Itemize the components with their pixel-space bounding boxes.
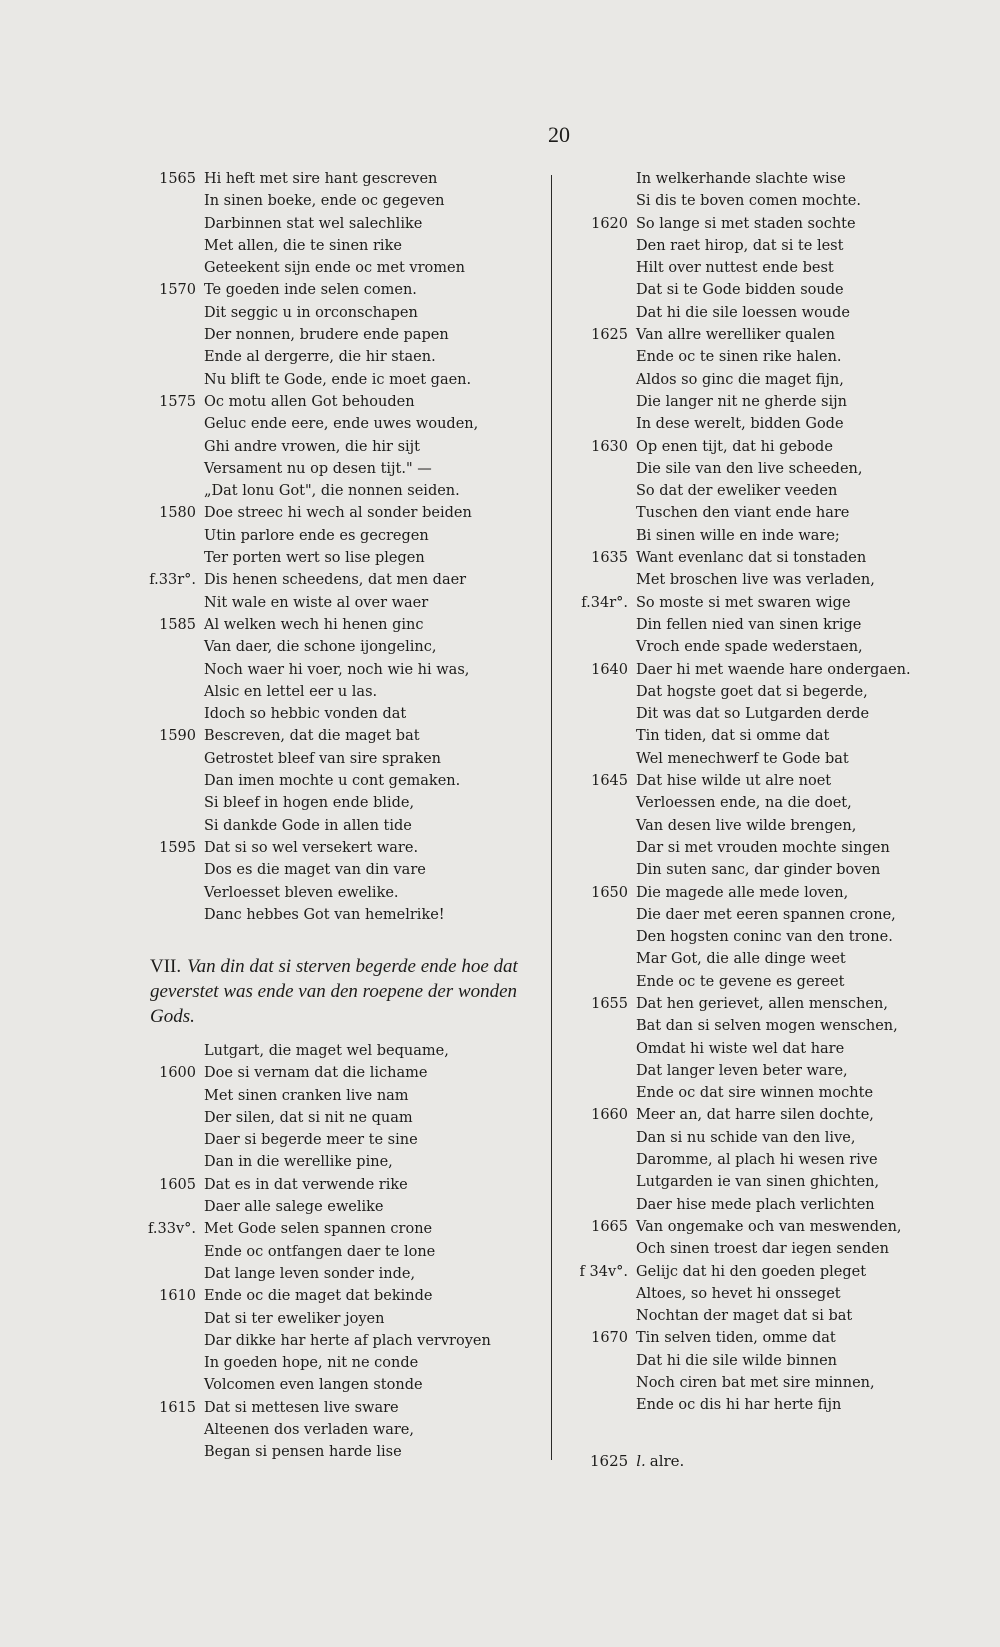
verse-line xyxy=(560,1104,960,1126)
verse-text: Dis henen scheedens, dat men daer xyxy=(204,572,467,589)
line-number: 1570 xyxy=(159,282,196,299)
verse-line xyxy=(140,837,540,859)
verse-line xyxy=(560,636,960,658)
page-number: 20 xyxy=(548,122,570,147)
verse-line xyxy=(560,346,960,368)
verse-text: Mar Got, die alle dinge weet xyxy=(636,951,846,968)
verse-line xyxy=(140,547,540,569)
verse-text: Lutgarden ie van sinen ghichten, xyxy=(636,1174,880,1191)
verse-text: Och sinen troest dar iegen senden xyxy=(636,1241,889,1258)
line-number: 1610 xyxy=(159,1288,196,1305)
chapter-title: Van din dat si sterven begerde ende hoe dat geverstet was ende van den roepene der wonden Gods. xyxy=(150,956,518,1027)
verse-line xyxy=(560,770,960,792)
verse-line xyxy=(560,480,960,502)
verse-line xyxy=(560,703,960,725)
line-number: 1590 xyxy=(159,728,196,745)
verse-text: Verloessen ende, na die doet, xyxy=(636,795,852,812)
verse-text: Tuschen den viant ende hare xyxy=(636,505,850,522)
verse-text: Began si pensen harde lise xyxy=(204,1444,402,1461)
line-number: 1625 xyxy=(591,327,628,344)
verse-text: Dan imen mochte u cont gemaken. xyxy=(204,773,461,790)
verse-text: So moste si met swaren wige xyxy=(636,594,851,611)
verse-line xyxy=(560,413,960,435)
verse-text: In sinen boeke, ende oc gegeven xyxy=(204,193,445,210)
verse-line xyxy=(140,458,540,480)
verse-line xyxy=(140,725,540,747)
verse-text: „Dat lonu Got", die nonnen seiden. xyxy=(204,483,460,500)
verse-text: Doe streec hi wech al sonder beiden xyxy=(204,505,472,522)
verse-line xyxy=(140,1397,540,1419)
verse-line xyxy=(560,1194,960,1216)
verse-line xyxy=(560,190,960,212)
verse-text: Ende oc te sinen rike halen. xyxy=(636,349,842,366)
verse-text: Idoch so hebbic vonden dat xyxy=(204,706,407,723)
verse-line xyxy=(140,257,540,279)
verse-text: Ende oc dis hi har herte fijn xyxy=(636,1397,842,1414)
verse-line xyxy=(140,1352,540,1374)
verse-line xyxy=(560,1038,960,1060)
verse-line xyxy=(140,1196,540,1218)
column-divider xyxy=(551,175,552,1460)
verse-text: Dat hi die sile loessen woude xyxy=(636,304,851,321)
verse-text: Met broschen live was verladen, xyxy=(636,572,875,589)
verse-line xyxy=(140,1151,540,1173)
line-number: 1600 xyxy=(159,1065,196,1082)
verse-line xyxy=(140,480,540,502)
verse-text: Daer si begerde meer te sine xyxy=(204,1132,418,1149)
verse-text: Ghi andre vrowen, die hir sijt xyxy=(204,438,420,455)
verse-line xyxy=(560,1127,960,1149)
verse-line xyxy=(560,213,960,235)
verse-text: Dat si ter eweliker joyen xyxy=(204,1310,385,1327)
verse-text: Op enen tijt, dat hi gebode xyxy=(636,438,833,455)
verse-text: Dit seggic u in orconschapen xyxy=(204,304,418,321)
verse-line xyxy=(560,302,960,324)
verse-line xyxy=(560,681,960,703)
verse-line xyxy=(140,525,540,547)
verse-line xyxy=(140,859,540,881)
line-number: 1670 xyxy=(591,1330,628,1347)
verse-text: Van daer, die schone ijongelinc, xyxy=(204,639,437,656)
verse-text: Gelijc dat hi den goeden pleget xyxy=(636,1263,867,1280)
footnote-ref: 1625 xyxy=(590,1452,629,1470)
verse-line xyxy=(560,815,960,837)
verse-line xyxy=(560,1238,960,1260)
verse-text: Te goeden inde selen comen. xyxy=(204,282,417,299)
verse-text: Ter porten wert so lise plegen xyxy=(204,550,425,567)
verse-text: Si bleef in hogen ende blide, xyxy=(204,795,415,812)
verse-text: Altoes, so hevet hi onsseget xyxy=(636,1285,841,1302)
verse-line xyxy=(140,1107,540,1129)
verse-text: Dat si mettesen live sware xyxy=(204,1399,399,1416)
line-number: 1580 xyxy=(159,505,196,522)
verse-line xyxy=(140,391,540,413)
verse-line xyxy=(560,279,960,301)
verse-text: Dat hogste goet dat si begerde, xyxy=(636,683,868,700)
verse-text: Meer an, dat harre silen dochte, xyxy=(636,1107,874,1124)
verse-text: Dat hi die sile wilde binnen xyxy=(636,1352,837,1369)
verse-text: Getrostet bleef van sire spraken xyxy=(204,750,441,767)
verse-text: Ende al dergerre, die hir staen. xyxy=(204,349,436,366)
verse-text: Ende oc ontfangen daer te lone xyxy=(204,1243,436,1260)
verse-text: Ende oc te gevene es gereet xyxy=(636,973,845,990)
verse-text: Aldos so ginc die maget fijn, xyxy=(636,371,844,388)
verse-line xyxy=(140,168,540,190)
verse-text: Met allen, die te sinen rike xyxy=(204,237,402,254)
verse-text: Dat si te Gode bidden soude xyxy=(636,282,844,299)
verse-line xyxy=(560,569,960,591)
verse-text: Omdat hi wiste wel dat hare xyxy=(636,1040,845,1057)
verse-text: Dat hise wilde ut alre noet xyxy=(636,773,832,790)
verse-line xyxy=(560,502,960,524)
line-number: 1665 xyxy=(591,1218,628,1235)
verse-text: In welkerhande slachte wise xyxy=(636,171,846,187)
verse-text: Der nonnen, brudere ende papen xyxy=(204,327,449,344)
verse-line xyxy=(560,792,960,814)
verse-line xyxy=(560,971,960,993)
line-number: f.34r°. xyxy=(581,594,628,611)
verse-text: Daer hise mede plach verlichten xyxy=(636,1196,875,1213)
line-number: 1640 xyxy=(591,661,628,678)
left-column-top xyxy=(140,168,540,926)
verse-text: Nu blift te Gode, ende ic moet gaen. xyxy=(204,371,472,388)
line-number: 1660 xyxy=(591,1107,628,1124)
line-number: 1650 xyxy=(591,884,628,901)
verse-text: Dan in die werellike pine, xyxy=(204,1154,393,1171)
verse-text: Dar dikke har herte af plach vervroyen xyxy=(204,1332,491,1349)
verse-line xyxy=(560,1216,960,1238)
verse-line xyxy=(560,1261,960,1283)
verse-text: Dan si nu schide van den live, xyxy=(636,1129,856,1146)
line-number: f 34v°. xyxy=(579,1263,628,1280)
verse-line xyxy=(560,458,960,480)
verse-text: Den hogsten coninc van den trone. xyxy=(636,929,893,946)
verse-text: Dit was dat so Lutgarden derde xyxy=(636,706,870,723)
verse-text: Der silen, dat si nit ne quam xyxy=(204,1109,413,1126)
verse-line xyxy=(560,859,960,881)
verse-text: Tin tiden, dat si omme dat xyxy=(636,728,830,745)
verse-line xyxy=(560,1327,960,1349)
verse-text: Die langer nit ne gherde sijn xyxy=(636,393,847,410)
verse-line xyxy=(560,748,960,770)
verse-text: Ende oc die maget dat bekinde xyxy=(204,1288,433,1305)
verse-text: Dat es in dat verwende rike xyxy=(204,1176,408,1193)
right-column xyxy=(560,168,960,1417)
verse-line xyxy=(560,993,960,1015)
verse-line xyxy=(140,1419,540,1441)
footnote-abbr: l. xyxy=(636,1452,646,1470)
verse-line xyxy=(560,1372,960,1394)
verse-line xyxy=(140,1308,540,1330)
verse-text: Dat hen gerievet, allen menschen, xyxy=(636,995,888,1012)
verse-line xyxy=(140,636,540,658)
verse-text: Alteenen dos verladen ware, xyxy=(204,1422,415,1439)
verse-text: Vroch ende spade wederstaen, xyxy=(636,639,863,656)
verse-line xyxy=(140,1062,540,1084)
verse-text: Bi sinen wille en inde ware; xyxy=(636,527,840,544)
verse-text: Hilt over nuttest ende best xyxy=(636,260,834,277)
line-number: 1565 xyxy=(159,171,196,187)
verse-line xyxy=(140,592,540,614)
verse-line xyxy=(560,614,960,636)
verse-line xyxy=(140,502,540,524)
verse-text: Met Gode selen spannen crone xyxy=(204,1221,433,1238)
verse-line xyxy=(560,837,960,859)
verse-line xyxy=(140,614,540,636)
line-number: 1620 xyxy=(591,215,628,232)
verse-line xyxy=(560,1305,960,1327)
verse-line xyxy=(140,1085,540,1107)
verse-text: In dese werelt, bidden Gode xyxy=(636,416,844,433)
verse-line xyxy=(560,1015,960,1037)
left-column-bottom xyxy=(140,1040,540,1464)
verse-line xyxy=(560,1149,960,1171)
footnote-text: alre. xyxy=(649,1452,685,1470)
line-number: 1635 xyxy=(591,550,628,567)
verse-line xyxy=(140,302,540,324)
verse-line xyxy=(140,748,540,770)
verse-text: Doe si vernam dat die lichame xyxy=(204,1065,428,1082)
line-number: 1630 xyxy=(591,438,628,455)
verse-line xyxy=(560,436,960,458)
verse-line xyxy=(560,1060,960,1082)
verse-text: Wel menechwerf te Gode bat xyxy=(636,750,849,767)
verse-line xyxy=(140,703,540,725)
verse-text: Si dankde Gode in allen tide xyxy=(204,817,412,834)
verse-line xyxy=(140,1374,540,1396)
verse-text: Daer alle salege ewelike xyxy=(204,1199,384,1216)
verse-line xyxy=(560,1394,960,1416)
verse-text: Hi heft met sire hant gescreven xyxy=(204,171,438,187)
verse-line xyxy=(140,815,540,837)
verse-text: Danc hebbes Got van hemelrike! xyxy=(204,906,445,923)
line-number: 1605 xyxy=(159,1176,196,1193)
verse-line xyxy=(140,1129,540,1151)
verse-text: Die sile van den live scheeden, xyxy=(636,460,863,477)
verse-line xyxy=(140,1174,540,1196)
chapter-roman: VII. xyxy=(150,956,182,977)
verse-line xyxy=(560,882,960,904)
verse-text: Oc motu allen Got behouden xyxy=(204,393,415,410)
verse-text: Dos es die maget van din vare xyxy=(204,862,426,879)
verse-line xyxy=(140,190,540,212)
verse-text: Die daer met eeren spannen crone, xyxy=(636,906,896,923)
verse-line xyxy=(140,1040,540,1062)
verse-line xyxy=(140,770,540,792)
verse-line xyxy=(140,569,540,591)
verse-line xyxy=(560,592,960,614)
verse-line xyxy=(560,1171,960,1193)
line-number: 1645 xyxy=(591,773,628,790)
verse-line xyxy=(560,235,960,257)
verse-text: Dat si so wel versekert ware. xyxy=(204,839,419,856)
line-number: 1615 xyxy=(159,1399,196,1416)
verse-line xyxy=(140,369,540,391)
verse-text: Nit wale en wiste al over waer xyxy=(204,594,429,611)
line-number: 1655 xyxy=(591,995,628,1012)
verse-line xyxy=(140,792,540,814)
verse-text: Die magede alle mede loven, xyxy=(636,884,849,901)
verse-text: Bat dan si selven mogen wenschen, xyxy=(636,1018,898,1035)
verse-text: Ende oc dat sire winnen mochte xyxy=(636,1085,874,1102)
verse-text: Darbinnen stat wel salechlike xyxy=(204,215,423,232)
verse-text: Met sinen cranken live nam xyxy=(204,1087,409,1104)
verse-text: Lutgart, die maget wel bequame, xyxy=(204,1043,449,1059)
verse-text: Bescreven, dat die maget bat xyxy=(204,728,420,745)
verse-text: Van desen live wilde brengen, xyxy=(636,817,857,834)
verse-line xyxy=(140,1285,540,1307)
verse-line xyxy=(140,1218,540,1240)
verse-text: So lange si met staden sochte xyxy=(636,215,856,232)
verse-text: Dat lange leven sonder inde, xyxy=(204,1265,416,1282)
verse-line xyxy=(140,235,540,257)
verse-text: Din fellen nied van sinen krige xyxy=(636,616,862,633)
verse-line xyxy=(560,659,960,681)
verse-line xyxy=(140,1241,540,1263)
verse-line xyxy=(560,1082,960,1104)
verse-text: Noch ciren bat met sire minnen, xyxy=(636,1375,875,1392)
line-number: 1575 xyxy=(159,393,196,410)
verse-text: Al welken wech hi henen ginc xyxy=(204,616,424,633)
verse-text: Want evenlanc dat si tonstaden xyxy=(636,550,867,567)
verse-line xyxy=(560,926,960,948)
line-number: 1585 xyxy=(159,616,196,633)
verse-line xyxy=(140,1263,540,1285)
verse-line xyxy=(560,904,960,926)
verse-line xyxy=(140,324,540,346)
verse-text: Daer hi met waende hare ondergaen. xyxy=(636,661,911,678)
verse-text: Van ongemake och van meswenden, xyxy=(636,1218,902,1235)
verse-text: Noch waer hi voer, noch wie hi was, xyxy=(204,661,470,678)
verse-line xyxy=(560,168,960,190)
verse-line xyxy=(140,904,540,926)
verse-line xyxy=(560,948,960,970)
verse-line xyxy=(560,547,960,569)
verse-line xyxy=(140,279,540,301)
verse-text: Geluc ende eere, ende uwes wouden, xyxy=(204,416,479,433)
verse-text: Verloesset bleven ewelike. xyxy=(204,884,399,901)
verse-line xyxy=(140,1330,540,1352)
verse-text: Dat langer leven beter ware, xyxy=(636,1062,848,1079)
verse-text: So dat der eweliker veeden xyxy=(636,483,838,500)
verse-text: Geteekent sijn ende oc met vromen xyxy=(204,260,465,277)
verse-line xyxy=(140,659,540,681)
verse-text: Din suten sanc, dar ginder boven xyxy=(636,862,881,879)
verse-line xyxy=(140,436,540,458)
verse-text: Tin selven tiden, omme dat xyxy=(636,1330,836,1347)
line-number: f.33r°. xyxy=(149,572,196,589)
verse-line xyxy=(140,213,540,235)
verse-text: Dar si met vrouden mochte singen xyxy=(636,839,890,856)
verse-text: Nochtan der maget dat si bat xyxy=(636,1308,853,1325)
verse-text: Versament nu op desen tijt." — xyxy=(204,460,432,477)
verse-line xyxy=(140,681,540,703)
verse-line xyxy=(560,525,960,547)
verse-text: Utin parlore ende es gecregen xyxy=(204,527,429,544)
verse-text: Den raet hirop, dat si te lest xyxy=(636,237,844,254)
verse-line xyxy=(140,1441,540,1463)
verse-text: In goeden hope, nit ne conde xyxy=(204,1355,419,1372)
line-number: 1595 xyxy=(159,839,196,856)
verse-text: Volcomen even langen stonde xyxy=(204,1377,423,1394)
verse-text: Daromme, al plach hi wesen rive xyxy=(636,1152,878,1169)
verse-line xyxy=(560,324,960,346)
verse-line xyxy=(140,346,540,368)
footnote xyxy=(590,1452,684,1470)
line-number: f.33v°. xyxy=(148,1221,196,1238)
verse-text: Si dis te boven comen mochte. xyxy=(636,193,861,210)
verse-line xyxy=(560,1283,960,1305)
verse-line xyxy=(560,725,960,747)
verse-line xyxy=(140,413,540,435)
verse-line xyxy=(560,257,960,279)
verse-line xyxy=(560,391,960,413)
verse-text: Van allre werelliker qualen xyxy=(636,327,835,344)
chapter-heading xyxy=(150,954,540,1029)
verse-text: Alsic en lettel eer u las. xyxy=(204,683,378,700)
verse-line xyxy=(560,369,960,391)
verse-line xyxy=(560,1350,960,1372)
verse-line xyxy=(140,882,540,904)
